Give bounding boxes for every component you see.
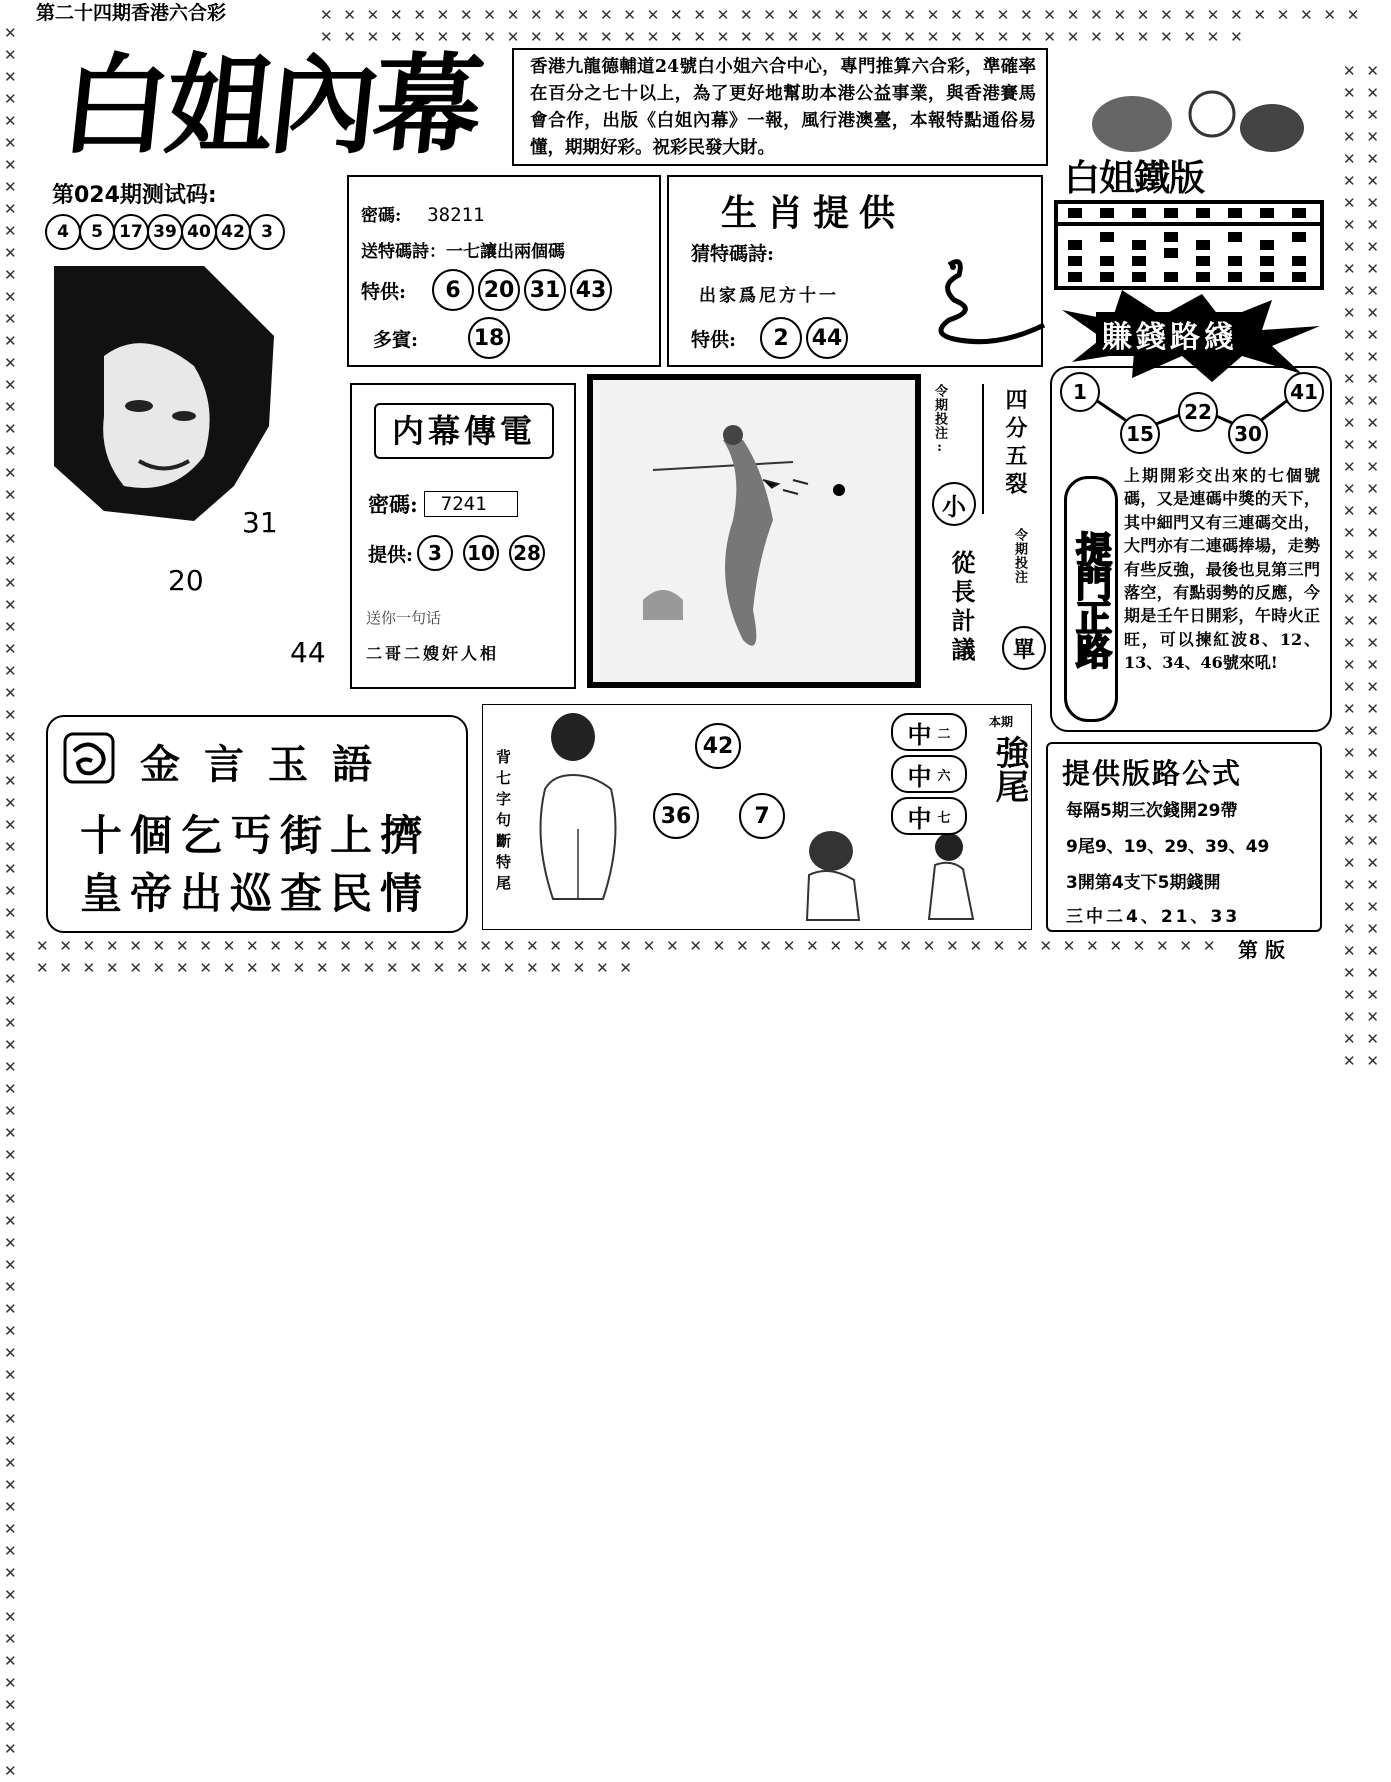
masthead-title: 白姐內幕: [55, 43, 485, 169]
edition-title: 白姐鐵版: [1064, 157, 1205, 199]
portrait-image: [44, 266, 276, 524]
figure-illustration: [523, 709, 633, 919]
special-ball: 31: [524, 269, 566, 311]
seal-icon: [62, 731, 116, 785]
route-title: 賺錢路綫: [1096, 312, 1244, 356]
single-badge: 單: [1002, 626, 1046, 670]
strong-tail-text: 強尾: [989, 735, 1029, 803]
four-split-text: 四分五裂: [1002, 388, 1028, 500]
zodiac-poem-label: 猜特碼詩:: [691, 243, 775, 265]
inside-provide-label: 提供:: [368, 543, 414, 566]
inside-title: 内幕傳電: [391, 412, 536, 450]
formula-line: 9尾9、19、29、39、49: [1066, 837, 1270, 857]
middle-small: 二: [937, 726, 951, 742]
portrait-illustration: [44, 266, 276, 524]
inside-ball: 3: [417, 535, 453, 571]
bottom-ball: 7: [739, 793, 785, 839]
abacus-illustration: [1054, 200, 1324, 290]
test-ball: 42: [215, 214, 251, 250]
test-code-numbers: [45, 214, 283, 250]
zodiac-poem: 出家爲尼方十一: [699, 286, 839, 306]
formula-line: 每隔5期三次錢開29帶: [1066, 801, 1238, 821]
zodiac-ball: 44: [806, 317, 848, 359]
golden-title: 金言玉語: [140, 741, 396, 788]
portrait-number: 20: [168, 564, 204, 597]
password-value: 38211: [427, 204, 485, 226]
left-border-pattern: ✕ ✕ ✕ ✕ ✕ ✕ ✕ ✕ ✕ ✕ ✕ ✕ ✕ ✕ ✕ ✕ ✕ ✕ ✕ ✕ ✕ ✕ ✕ ✕ ✕ ✕ ✕ ✕ ✕ ✕ ✕ ✕ ✕ ✕ ✕ ✕ ✕ ✕ ✕ ✕ ✕ ✕ ✕ ✕ ✕ ✕ ✕ ✕ ✕ ✕ ✕ ✕ ✕ ✕ ✕ ✕ ✕ ✕ ✕ ✕ ✕ ✕ ✕ ✕ ✕ ✕ ✕ ✕ ✕ ✕ ✕ ✕ ✕ ✕ ✕ ✕ ✕ ✕ ✕ ✕: [4, 24, 20, 1780]
ink-painting: [587, 374, 921, 688]
test-code-label: 第024期测试码:: [52, 183, 217, 208]
code-box: [347, 175, 661, 367]
zodiac-title: 生肖提供: [721, 192, 906, 234]
route-box: [1050, 366, 1332, 732]
sitting-woman-illustration: [923, 829, 981, 925]
formula-box: [1046, 742, 1322, 932]
route-ball: 30: [1228, 414, 1268, 454]
formula-title: 提供版路公式: [1062, 757, 1243, 790]
middle-pill: [891, 755, 967, 793]
inside-ball: 10: [463, 535, 499, 571]
long-term-text: 從長計議: [947, 550, 976, 666]
page-number: 第 版: [1238, 938, 1285, 962]
inside-title-box: [374, 403, 554, 459]
analysis-text: 上期開彩交出來的七個號碼，又是連碼中獎的天下，其中細門又有三連碼交出，大門亦有二連碼捧場，走勢有些反強，最後也見第三門落空，有點弱勢的反應，今期是壬午日開彩，午時火正旺，可以揀紅波8、12、13、34、46號來吼!: [1124, 466, 1320, 673]
painting-illustration: [593, 380, 915, 682]
inside-password-label: 密碼:: [368, 492, 418, 517]
top-border-pattern: ✕ ✕ ✕ ✕ ✕ ✕ ✕ ✕ ✕ ✕ ✕ ✕ ✕ ✕ ✕ ✕ ✕ ✕ ✕ ✕ ✕ ✕ ✕ ✕ ✕ ✕ ✕ ✕ ✕ ✕ ✕ ✕ ✕ ✕ ✕ ✕ ✕ ✕ ✕ ✕ ✕ ✕ ✕ ✕ ✕ ✕ ✕ ✕ ✕ ✕ ✕ ✕ ✕ ✕ ✕ ✕ ✕ ✕ ✕ ✕ ✕ ✕ ✕ ✕ ✕ ✕ ✕ ✕ ✕ ✕ ✕ ✕ ✕ ✕ ✕ ✕ ✕ ✕ ✕ ✕ ✕ ✕ ✕ ✕ ✕: [320, 6, 1363, 46]
special-label: 特供:: [361, 280, 407, 303]
right-border-pattern: ✕ ✕ ✕ ✕ ✕ ✕ ✕ ✕ ✕ ✕ ✕ ✕ ✕ ✕ ✕ ✕ ✕ ✕ ✕ ✕ ✕ ✕ ✕ ✕ ✕ ✕ ✕ ✕ ✕ ✕ ✕ ✕ ✕ ✕ ✕ ✕ ✕ ✕ ✕ ✕ ✕ ✕ ✕ ✕ ✕ ✕ ✕ ✕ ✕ ✕ ✕ ✕ ✕ ✕ ✕ ✕ ✕ ✕ ✕ ✕ ✕ ✕ ✕ ✕ ✕ ✕ ✕ ✕ ✕ ✕ ✕ ✕ ✕ ✕ ✕ ✕ ✕ ✕ ✕ ✕ ✕ ✕ ✕ ✕ ✕ ✕ ✕ ✕ ✕ ✕ ✕ ✕: [1343, 62, 1382, 1070]
extra-ball: 18: [468, 317, 510, 359]
test-ball: 17: [113, 214, 149, 250]
zheng-lu-text: 提門正路: [1070, 531, 1112, 667]
special-ball: 20: [478, 269, 520, 311]
bottom-ball: 36: [653, 793, 699, 839]
inside-ball: 28: [509, 535, 545, 571]
route-ball: 1: [1060, 372, 1100, 412]
zodiac-box: [667, 175, 1043, 367]
extra-label: 多賓:: [373, 328, 419, 351]
this-issue-label: 本期: [989, 715, 1014, 729]
portrait-number: 44: [290, 636, 326, 669]
middle-pill: [891, 797, 967, 835]
test-ball: 4: [45, 214, 81, 250]
golden-line-2: 皇帝出巡查民情: [80, 869, 431, 918]
bottom-center-box: [482, 704, 1032, 930]
test-ball: 39: [147, 214, 183, 250]
middle-pill: [891, 713, 967, 751]
zodiac-special-label: 特供:: [691, 328, 737, 351]
special-ball: 6: [432, 269, 474, 311]
gift-text: 二哥二嫂奸人相: [366, 644, 500, 663]
route-ball: 15: [1120, 414, 1160, 454]
zheng-lu-badge: [1064, 476, 1118, 722]
middle-small: 七: [937, 810, 951, 826]
formula-line: 三中二4、21、33: [1066, 907, 1241, 927]
middle-big: 中: [907, 761, 932, 791]
formula-line: 3開第4支下5期錢開: [1066, 873, 1221, 893]
period-note-2: 令期投注: [1012, 528, 1027, 584]
tail-poem-vertical: 背七字句斷特尾: [494, 749, 512, 896]
test-ball: 3: [249, 214, 285, 250]
intro-box: [512, 48, 1048, 166]
bather-illustration: [799, 825, 869, 925]
portrait-number: 31: [242, 506, 278, 539]
issue-title: 第二十四期香港六合彩: [36, 2, 227, 24]
snake-illustration: [909, 255, 1049, 355]
test-ball: 40: [181, 214, 217, 250]
inside-password-value: 7241: [424, 491, 518, 517]
password-label: 密碼:: [361, 206, 402, 226]
zodiac-ball: 2: [760, 317, 802, 359]
golden-words-box: [46, 715, 468, 933]
route-ball: 41: [1284, 372, 1324, 412]
gift-label: 送你一句话: [366, 609, 442, 627]
bottom-border-pattern: ✕ ✕ ✕ ✕ ✕ ✕ ✕ ✕ ✕ ✕ ✕ ✕ ✕ ✕ ✕ ✕ ✕ ✕ ✕ ✕ ✕ ✕ ✕ ✕ ✕ ✕ ✕ ✕ ✕ ✕ ✕ ✕ ✕ ✕ ✕ ✕ ✕ ✕ ✕ ✕ ✕ ✕ ✕ ✕ ✕ ✕ ✕ ✕ ✕ ✕ ✕ ✕ ✕ ✕ ✕ ✕ ✕ ✕ ✕ ✕ ✕ ✕ ✕ ✕ ✕ ✕ ✕ ✕ ✕ ✕ ✕ ✕ ✕ ✕ ✕ ✕ ✕: [36, 937, 1219, 977]
golden-line-1: 十個乞丐街上擠: [80, 811, 431, 860]
bottom-ball: 42: [695, 723, 741, 769]
intro-text: 香港九龍德輔道24號白小姐六合中心，專門推算六合彩，準確率在百分之七十以上，為了更好地幫助本港公益事業，與香港賽馬會合作，出版《白姐內幕》一報，風行港澳臺，本報特點通俗易懂，期期好彩。祝彩民發大財。: [530, 57, 1036, 158]
route-ball: 22: [1178, 392, 1218, 432]
small-badge: 小: [932, 482, 976, 526]
middle-big: 中: [907, 719, 932, 749]
divider-line: [982, 384, 984, 514]
inside-box: [350, 383, 576, 689]
special-ball: 43: [570, 269, 612, 311]
special-poem: 送特碼詩：一七讓出兩個碼: [361, 242, 565, 262]
middle-big: 中: [907, 803, 932, 833]
middle-small: 六: [937, 768, 951, 784]
test-ball: 5: [79, 214, 115, 250]
period-note-1: 令期投注:: [932, 384, 947, 456]
